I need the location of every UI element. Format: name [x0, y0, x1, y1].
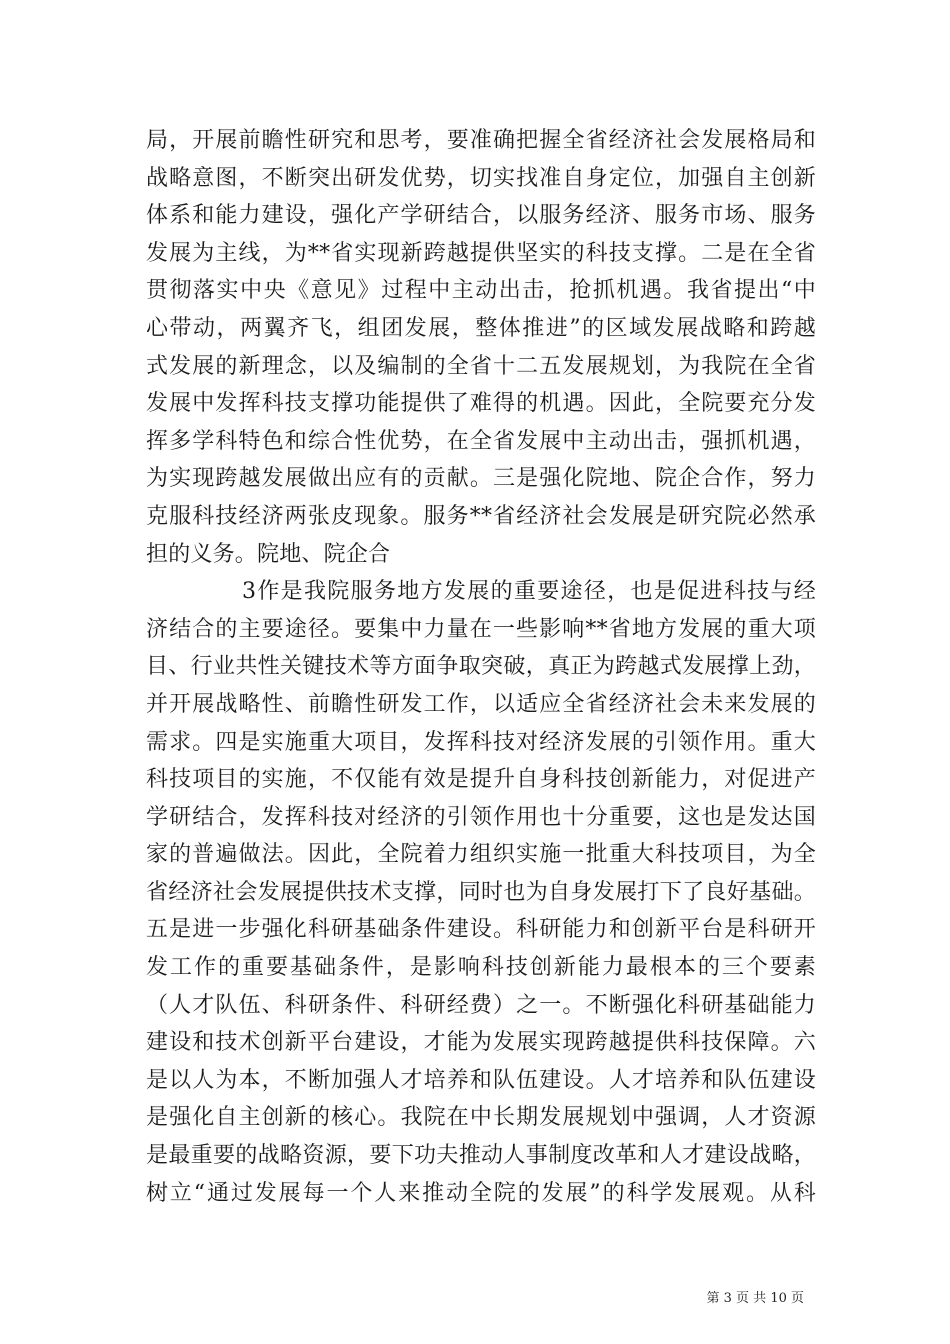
text-line: 家的普遍做法。因此，全院着力组织实施一批重大科技项目，为全 — [146, 842, 816, 868]
text-line: 3作是我院服务地方发展的重要途径，也是促进科技与经 — [242, 579, 816, 605]
text-line: 贯彻落实中央《意见》过程中主动出击，抢抓机遇。我省提出“中 — [146, 278, 816, 304]
text-line: （人才队伍、科研条件、科研经费）之一。不断强化科研基础能力 — [146, 992, 816, 1018]
text-line: 树立“通过发展每一个人来推动全院的发展”的科学发展观。从科 — [146, 1180, 816, 1206]
text-line: 担的义务。院地、院企合 — [146, 541, 391, 567]
text-line: 五是进一步强化科研基础条件建设。科研能力和创新平台是科研开 — [146, 917, 816, 943]
text-line: 心带动，两翼齐飞，组团发展，整体推进”的区域发展战略和跨越 — [146, 315, 816, 341]
text-line: 是强化自主创新的核心。我院在中长期发展规划中强调，人才资源 — [146, 1105, 816, 1131]
text-line: 为实现跨越发展做出应有的贡献。三是强化院地、院企合作，努力 — [146, 466, 816, 492]
text-line: 科技项目的实施，不仅能有效是提升自身科技创新能力，对促进产 — [146, 767, 816, 793]
text-line: 挥多学科特色和综合性优势，在全省发展中主动出击，强抓机遇， — [146, 428, 816, 454]
text-line: 发展中发挥科技支撑功能提供了难得的机遇。因此，全院要充分发 — [146, 391, 816, 417]
text-line: 发工作的重要基础条件，是影响科技创新能力最根本的三个要素 — [146, 955, 816, 981]
body-text — [146, 122, 816, 1212]
text-line: 式发展的新理念，以及编制的全省十二五发展规划，为我院在全省 — [146, 353, 816, 379]
text-line: 战略意图，不断突出研发优势，切实找准自身定位，加强自主创新 — [146, 165, 816, 191]
text-line: 克服科技经济两张皮现象。服务**省经济社会发展是研究院必然承 — [146, 503, 816, 529]
text-line: 体系和能力建设，强化产学研结合，以服务经济、服务市场、服务 — [146, 203, 816, 229]
page-number: 第 3 页 共 10 页 — [706, 1291, 804, 1306]
text-line: 发展为主线，为**省实现新跨越提供坚实的科技支撑。二是在全省 — [146, 240, 816, 266]
text-line: 济结合的主要途径。要集中力量在一些影响**省地方发展的重大项 — [146, 616, 816, 642]
text-line: 目、行业共性关键技术等方面争取突破，真正为跨越式发展撑上劲， — [146, 654, 816, 680]
text-line: 是以人为本，不断加强人才培养和队伍建设。人才培养和队伍建设 — [146, 1067, 816, 1093]
text-line: 建设和技术创新平台建设，才能为发展实现跨越提供科技保障。六 — [146, 1030, 816, 1056]
text-line: 学研结合，发挥科技对经济的引领作用也十分重要，这也是发达国 — [146, 804, 816, 830]
text-line: 省经济社会发展提供技术支撑，同时也为自身发展打下了良好基础。 — [146, 879, 816, 905]
text-line: 并开展战略性、前瞻性研发工作，以适应全省经济社会未来发展的 — [146, 691, 816, 717]
text-line: 是最重要的战略资源，要下功夫推动人事制度改革和人才建设战略， — [146, 1143, 816, 1169]
text-line: 局，开展前瞻性研究和思考，要准确把握全省经济社会发展格局和 — [146, 128, 816, 153]
text-line: 需求。四是实施重大项目，发挥科技对经济发展的引领作用。重大 — [146, 729, 816, 755]
